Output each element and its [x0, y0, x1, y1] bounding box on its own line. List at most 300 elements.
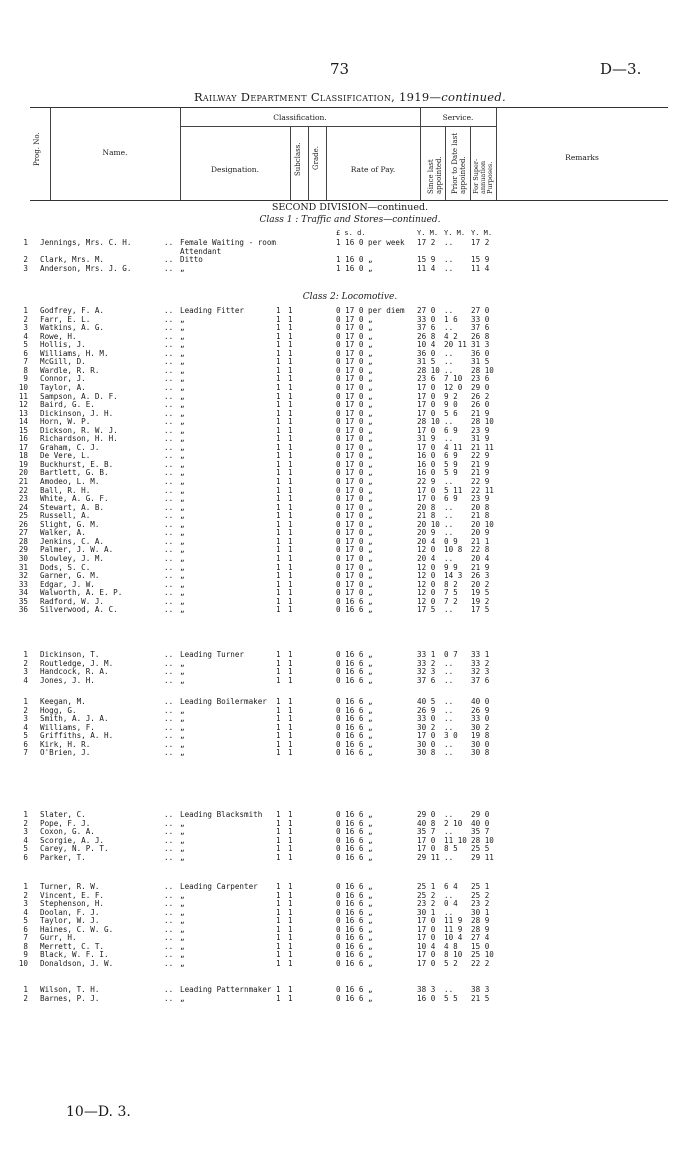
- cell-sup: 30 8: [471, 748, 490, 758]
- cell-sc: 1: [276, 502, 281, 512]
- cell-sc: 1: [276, 553, 281, 563]
- cell-des: „: [180, 579, 185, 589]
- cell-sc: 1: [276, 675, 281, 685]
- leader-dots: ..: [164, 697, 174, 706]
- cell-since: 28 10: [417, 365, 440, 375]
- cell-gr: 1: [288, 714, 293, 724]
- cell-prior: 7 10: [444, 374, 463, 384]
- cell-des: „: [180, 417, 185, 427]
- cell-rate: 0 16 6 „: [336, 667, 373, 677]
- cell-sc: 1: [276, 852, 281, 862]
- cell-since: 23 2: [417, 899, 436, 909]
- cell-name: Russell, A.: [40, 511, 91, 521]
- cell-rate: 0 17 0 „: [336, 536, 373, 546]
- cell-sup: 31 5: [471, 357, 490, 367]
- cell-name: Taylor, A.: [40, 382, 86, 392]
- cell-rate: 0 17 0 „: [336, 382, 373, 392]
- cell-name: Rowe, H.: [40, 331, 77, 341]
- cell-gr: 1: [288, 675, 293, 685]
- leader-dots: ..: [164, 562, 174, 572]
- cell-name: Routledge, J. M.: [40, 658, 114, 668]
- cell-no: 4: [23, 722, 28, 732]
- leader-dots: ..: [164, 882, 174, 891]
- cell-des: „: [180, 365, 185, 375]
- cell-no: 7: [23, 357, 28, 367]
- cell-prior: ..: [444, 357, 454, 367]
- cell-no: 4: [23, 835, 28, 845]
- table-row: [0, 994, 700, 1003]
- cell-name: Scorgie, A. J.: [40, 835, 105, 845]
- units-since: Y. M.: [417, 229, 439, 237]
- title-continued: continued.: [441, 90, 507, 104]
- cell-no: 12: [18, 400, 28, 410]
- cell-prior: ..: [444, 553, 454, 563]
- cell-since: 33 2: [417, 658, 436, 668]
- cell-des: Leading Blacksmith: [180, 810, 263, 819]
- cell-sup: 21 9: [471, 408, 490, 418]
- cell-name: Stewart, A. B.: [40, 502, 105, 512]
- cell-gr: 1: [288, 391, 293, 401]
- cell-no: 2: [23, 818, 28, 828]
- cell-gr: 1: [288, 650, 293, 659]
- cell-des: „: [180, 494, 185, 504]
- cell-des: Attendant: [180, 246, 222, 256]
- cell-no: 2: [23, 890, 28, 900]
- cell-sc: 1: [276, 477, 281, 486]
- cell-rate: 0 17 0 „: [336, 314, 373, 324]
- cell-since: 12 0: [417, 588, 436, 598]
- cell-sup: 31 3: [471, 340, 490, 350]
- cell-des: „: [180, 739, 185, 749]
- cell-sc: 1: [276, 314, 281, 324]
- leader-dots: ..: [164, 667, 174, 677]
- cell-since: 40 8: [417, 818, 436, 828]
- cell-prior: ..: [444, 348, 454, 358]
- leader-dots: ..: [164, 844, 174, 854]
- cell-sc: 1: [276, 545, 281, 555]
- cell-since: 17 0: [417, 400, 436, 410]
- cell-no: 5: [23, 844, 28, 854]
- cell-gr: 1: [288, 827, 293, 837]
- cell-prior: 9 0: [444, 400, 458, 410]
- cell-des: „: [180, 933, 185, 943]
- cell-sc: 1: [276, 818, 281, 828]
- cell-rate: 0 16 6 „: [336, 958, 373, 968]
- cell-since: 35 7: [417, 827, 436, 837]
- cell-sc: 1: [276, 519, 281, 529]
- leader-dots: ..: [164, 314, 174, 324]
- cell-gr: 1: [288, 667, 293, 677]
- cell-sc: 1: [276, 941, 281, 951]
- cell-prior: 5 2: [444, 958, 458, 968]
- cell-sc: 1: [276, 511, 281, 521]
- cell-sc: 1: [276, 451, 281, 461]
- cell-sc: 1: [276, 835, 281, 845]
- cell-no: 3: [23, 899, 28, 909]
- cell-sup: 33 2: [471, 658, 490, 668]
- cell-name: Stephenson, H.: [40, 899, 105, 909]
- table-row: [0, 853, 700, 862]
- cell-sc: 1: [276, 306, 281, 315]
- cell-prior: 5 9: [444, 459, 458, 469]
- cell-name: Buckhurst, E. B.: [40, 459, 114, 469]
- cell-no: 23: [18, 494, 28, 504]
- cell-name: Black, W. F. I.: [40, 950, 109, 960]
- cell-rate: 0 16 6 „: [336, 714, 373, 724]
- cell-sc: 1: [276, 697, 281, 706]
- cell-no: 2: [23, 658, 28, 668]
- header-designation: Designation.: [211, 165, 259, 174]
- cell-sup: 21 9: [471, 459, 490, 469]
- cell-no: 5: [23, 340, 28, 350]
- cell-rate: 0 17 0 „: [336, 408, 373, 418]
- leader-dots: ..: [164, 238, 174, 247]
- cell-gr: 1: [288, 658, 293, 668]
- cell-prior: ..: [444, 417, 454, 427]
- cell-gr: 1: [288, 459, 293, 469]
- cell-sc: 1: [276, 323, 281, 333]
- cell-rate: 0 16 6 „: [336, 739, 373, 749]
- cell-since: 12 0: [417, 545, 436, 555]
- cell-gr: 1: [288, 340, 293, 350]
- header-since-last: Since last appointed.: [427, 156, 443, 194]
- leader-dots: ..: [164, 451, 174, 461]
- cell-sup: 28 9: [471, 924, 490, 934]
- cell-name: Garner, G. M.: [40, 571, 100, 581]
- cell-sup: 11 4: [471, 263, 490, 273]
- cell-name: Jenkins, C. A.: [40, 536, 105, 546]
- cell-name: Amodeo, L. M.: [40, 477, 100, 486]
- cell-gr: 1: [288, 579, 293, 589]
- leader-dots: ..: [164, 365, 174, 375]
- cell-sup: 37 6: [471, 675, 490, 685]
- leader-dots: ..: [164, 434, 174, 444]
- cell-prior: 11 9: [444, 916, 463, 926]
- cell-prior: ..: [444, 827, 454, 837]
- leader-dots: ..: [164, 442, 174, 452]
- leader-dots: ..: [164, 739, 174, 749]
- header-name: Name.: [102, 148, 128, 157]
- cell-since: 17 0: [417, 382, 436, 392]
- cell-des: „: [180, 899, 185, 909]
- cell-rate: 0 17 0 „: [336, 588, 373, 598]
- cell-prior: ..: [444, 255, 454, 265]
- cell-prior: 8 5: [444, 844, 458, 854]
- cell-no: 5: [23, 731, 28, 741]
- cell-name: Haines, C. W. G.: [40, 924, 114, 934]
- cell-no: 31: [18, 562, 28, 572]
- cell-rate: 0 17 0 „: [336, 365, 373, 375]
- cell-sc: 1: [276, 400, 281, 410]
- cell-since: 12 0: [417, 562, 436, 572]
- cell-gr: 1: [288, 553, 293, 563]
- cell-sc: 1: [276, 357, 281, 367]
- cell-sup: 28 10: [471, 417, 494, 427]
- cell-des: „: [180, 323, 185, 333]
- cell-rate: 0 16 6 „: [336, 722, 373, 732]
- leader-dots: ..: [164, 731, 174, 741]
- cell-gr: 1: [288, 844, 293, 854]
- cell-des: „: [180, 340, 185, 350]
- cell-sup: 31 9: [471, 434, 490, 444]
- cell-since: 17 0: [417, 916, 436, 926]
- cell-prior: ..: [444, 323, 454, 333]
- cell-sup: 19 2: [471, 596, 490, 606]
- cell-rate: 0 16 6 „: [336, 827, 373, 837]
- cell-sup: 17 5: [471, 605, 490, 615]
- cell-des: „: [180, 748, 185, 758]
- cell-name: Pope, F. J.: [40, 818, 91, 828]
- cell-gr: 1: [288, 477, 293, 486]
- cell-no: 21: [18, 477, 28, 486]
- cell-des: „: [180, 950, 185, 960]
- cell-rate: 0 16 6 „: [336, 705, 373, 715]
- leader-dots: ..: [164, 323, 174, 333]
- cell-no: 3: [23, 827, 28, 837]
- section-class-1: Class 1 : Traffic and Stores—continued.: [259, 215, 441, 225]
- leader-dots: ..: [164, 852, 174, 862]
- cell-prior: ..: [444, 263, 454, 273]
- cell-name: Handcock, R. A.: [40, 667, 109, 677]
- cell-sc: 1: [276, 434, 281, 444]
- cell-sup: 30 2: [471, 722, 490, 732]
- cell-des: Ditto: [180, 255, 203, 265]
- cell-name: Clark, Mrs. M.: [40, 255, 105, 265]
- cell-no: 3: [23, 263, 28, 273]
- cell-rate: 0 16 6 „: [336, 899, 373, 909]
- cell-no: 7: [23, 748, 28, 758]
- cell-name: Walker, A.: [40, 528, 86, 538]
- cell-rate: 0 16 6 „: [336, 818, 373, 828]
- cell-gr: 1: [288, 331, 293, 341]
- cell-rate: 0 16 6 „: [336, 882, 373, 891]
- cell-des: „: [180, 705, 185, 715]
- cell-sup: 21 9: [471, 562, 490, 572]
- cell-sc: 1: [276, 882, 281, 891]
- cell-sc: 1: [276, 844, 281, 854]
- cell-name: Watkins, A. G.: [40, 323, 105, 333]
- cell-prior: ..: [444, 365, 454, 375]
- cell-no: 9: [23, 950, 28, 960]
- cell-since: 17 0: [417, 425, 436, 435]
- cell-gr: 1: [288, 605, 293, 615]
- cell-gr: 1: [288, 882, 293, 891]
- cell-name: Ball, R. H.: [40, 485, 91, 495]
- cell-rate: 0 17 0 „: [336, 468, 373, 478]
- cell-since: 17 0: [417, 844, 436, 854]
- cell-prior: 10 4: [444, 933, 463, 943]
- cell-sc: 1: [276, 739, 281, 749]
- cell-des: „: [180, 331, 185, 341]
- cell-sc: 1: [276, 827, 281, 837]
- cell-since: 37 6: [417, 323, 436, 333]
- cell-name: Radford, W. J.: [40, 596, 105, 606]
- cell-name: Richardson, H. H.: [40, 434, 118, 444]
- cell-rate: 0 16 6 „: [336, 605, 373, 615]
- cell-name: Bartlett, G. B.: [40, 468, 109, 478]
- units-lsd: £ s. d.: [336, 229, 366, 237]
- cell-name: Walworth, A. E. P.: [40, 588, 123, 598]
- cell-name: Slight, G. M.: [40, 519, 100, 529]
- cell-gr: 1: [288, 545, 293, 555]
- cell-sup: 19 8: [471, 731, 490, 741]
- cell-prior: ..: [444, 511, 454, 521]
- cell-sup: 15 9: [471, 255, 490, 265]
- cell-sup: 21 1: [471, 536, 490, 546]
- cell-since: 27 0: [417, 306, 436, 315]
- cell-name: Hollis, J.: [40, 340, 86, 350]
- cell-gr: 1: [288, 958, 293, 968]
- leader-dots: ..: [164, 810, 174, 819]
- cell-rate: 0 16 6 „: [336, 950, 373, 960]
- cell-rate: 0 16 6 „: [336, 852, 373, 862]
- cell-rate: 0 16 6 „: [336, 890, 373, 900]
- cell-des: „: [180, 536, 185, 546]
- cell-since: 31 9: [417, 434, 436, 444]
- cell-since: 16 0: [417, 993, 436, 1003]
- cell-rate: 1 16 0 per week: [336, 238, 405, 247]
- cell-since: 30 8: [417, 748, 436, 758]
- cell-prior: 1 6: [444, 314, 458, 324]
- cell-name: Turner, R. W.: [40, 882, 100, 891]
- header-service: Service.: [442, 113, 474, 122]
- cell-sup: 23 2: [471, 899, 490, 909]
- cell-name: Anderson, Mrs. J. G.: [40, 263, 132, 273]
- cell-des: „: [180, 451, 185, 461]
- cell-gr: 1: [288, 697, 293, 706]
- cell-since: 10 4: [417, 340, 436, 350]
- cell-prior: ..: [444, 985, 454, 994]
- cell-sup: 29 0: [471, 382, 490, 392]
- cell-prior: 5 6: [444, 408, 458, 418]
- cell-rate: 0 16 6 „: [336, 731, 373, 741]
- cell-prior: 20 11: [444, 340, 467, 350]
- cell-name: Parker, T.: [40, 852, 86, 862]
- cell-gr: 1: [288, 528, 293, 538]
- cell-since: 37 6: [417, 675, 436, 685]
- cell-des: „: [180, 382, 185, 392]
- cell-no: 10: [18, 958, 28, 968]
- leader-dots: ..: [164, 924, 174, 934]
- cell-prior: 0 9: [444, 536, 458, 546]
- cell-sup: 26 3: [471, 571, 490, 581]
- cell-sup: 28 10: [471, 835, 494, 845]
- cell-des: „: [180, 844, 185, 854]
- table-row: [0, 264, 700, 273]
- cell-des: „: [180, 459, 185, 469]
- cell-des: „: [180, 485, 185, 495]
- cell-name: Merrett, C. T.: [40, 941, 105, 951]
- cell-des: „: [180, 916, 185, 926]
- cell-sc: 1: [276, 933, 281, 943]
- cell-rate: 0 16 6 „: [336, 924, 373, 934]
- leader-dots: ..: [164, 263, 174, 273]
- cell-since: 17 2: [417, 238, 436, 247]
- leader-dots: ..: [164, 468, 174, 478]
- cell-gr: 1: [288, 502, 293, 512]
- cell-name: Williams, F.: [40, 722, 95, 732]
- cell-rate: 0 16 6 „: [336, 907, 373, 917]
- cell-sup: 20 9: [471, 528, 490, 538]
- leader-dots: ..: [164, 571, 174, 581]
- cell-no: 17: [18, 442, 28, 452]
- cell-gr: 1: [288, 374, 293, 384]
- leader-dots: ..: [164, 958, 174, 968]
- cell-since: 26 8: [417, 331, 436, 341]
- cell-gr: 1: [288, 748, 293, 758]
- table-row: [0, 605, 700, 614]
- leader-dots: ..: [164, 391, 174, 401]
- cell-sc: 1: [276, 810, 281, 819]
- cell-no: 16: [18, 434, 28, 444]
- cell-sup: 25 1: [471, 882, 490, 891]
- cell-des: Leading Carpenter: [180, 882, 258, 891]
- cell-sc: 1: [276, 658, 281, 668]
- cell-since: 10 4: [417, 941, 436, 951]
- cell-sup: 29 0: [471, 810, 490, 819]
- cell-rate: 0 17 0 „: [336, 459, 373, 469]
- cell-rate: 0 16 6 „: [336, 985, 373, 994]
- leader-dots: ..: [164, 748, 174, 758]
- cell-gr: 1: [288, 835, 293, 845]
- cell-sup: 26 2: [471, 391, 490, 401]
- header-prior: Prior to Date last appointed.: [451, 132, 467, 194]
- cell-des: „: [180, 605, 185, 615]
- cell-sc: 1: [276, 667, 281, 677]
- cell-des: „: [180, 477, 185, 486]
- cell-name: Carey, N. P. T.: [40, 844, 109, 854]
- leader-dots: ..: [164, 605, 174, 615]
- cell-since: 17 0: [417, 933, 436, 943]
- cell-prior: 3 0: [444, 731, 458, 741]
- cell-name: White, A. G. F.: [40, 494, 109, 504]
- cell-name: Jones, J. H.: [40, 675, 95, 685]
- cell-prior: 14 3: [444, 571, 463, 581]
- leader-dots: ..: [164, 374, 174, 384]
- cell-prior: ..: [444, 810, 454, 819]
- cell-since: 23 6: [417, 374, 436, 384]
- cell-name: Silverwood, A. C.: [40, 605, 118, 615]
- cell-name: Palmer, J. W. A.: [40, 545, 114, 555]
- cell-prior: ..: [444, 852, 454, 862]
- cell-rate: 0 17 0 per diem: [336, 306, 405, 315]
- page-reference: D—3.: [600, 60, 642, 78]
- cell-sc: 1: [276, 408, 281, 418]
- cell-gr: 1: [288, 357, 293, 367]
- cell-no: 9: [23, 374, 28, 384]
- cell-since: 30 1: [417, 907, 436, 917]
- cell-des: „: [180, 528, 185, 538]
- cell-prior: ..: [444, 907, 454, 917]
- cell-rate: 0 16 6 „: [336, 993, 373, 1003]
- cell-sc: 1: [276, 958, 281, 968]
- leader-dots: ..: [164, 890, 174, 900]
- cell-no: 1: [23, 306, 28, 315]
- cell-no: 36: [18, 605, 28, 615]
- cell-name: Wardle, R. R.: [40, 365, 100, 375]
- cell-sc: 1: [276, 907, 281, 917]
- cell-gr: 1: [288, 468, 293, 478]
- cell-sc: 1: [276, 899, 281, 909]
- cell-rate: 0 17 0 „: [336, 494, 373, 504]
- cell-name: Godfrey, F. A.: [40, 306, 105, 315]
- cell-gr: 1: [288, 907, 293, 917]
- cell-no: 1: [23, 238, 28, 247]
- cell-rate: 0 16 6 „: [336, 650, 373, 659]
- cell-rate: 0 17 0 „: [336, 374, 373, 384]
- cell-no: 14: [18, 417, 28, 427]
- cell-gr: 1: [288, 400, 293, 410]
